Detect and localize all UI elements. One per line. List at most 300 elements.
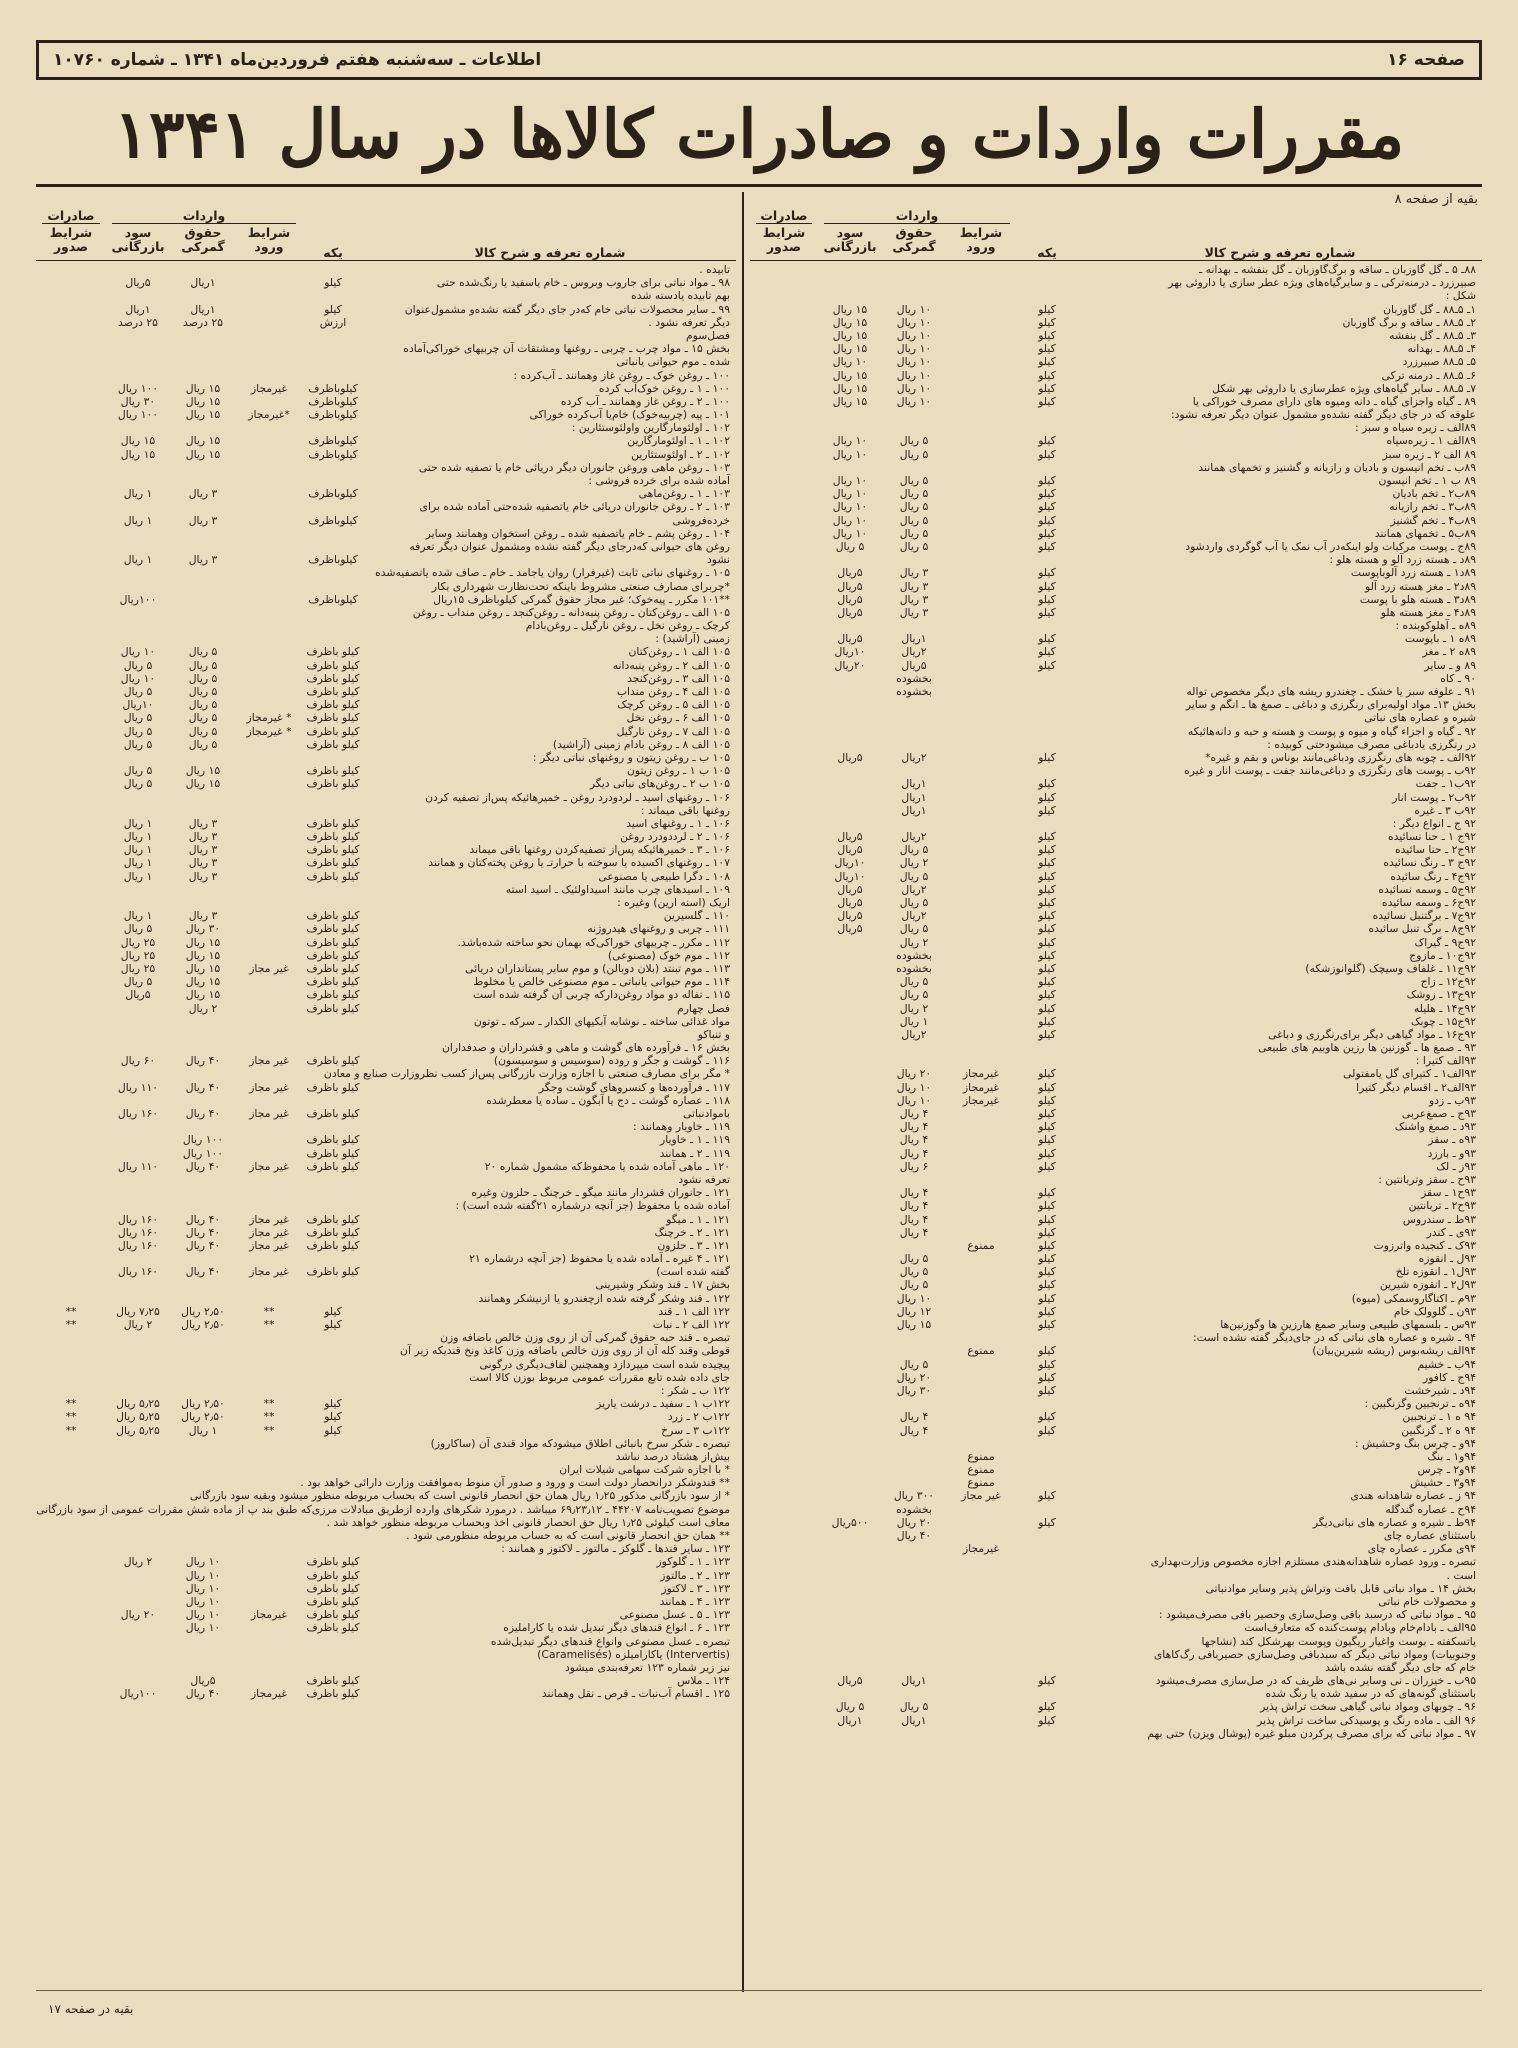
item-description: و تنباکو — [697, 1027, 730, 1041]
item-unit — [302, 1661, 364, 1674]
item-description: ۱۲۲ب ۳ ـ سرخ — [661, 1423, 730, 1437]
item-customs-duty: ۱۰ ریال — [896, 1080, 932, 1094]
item-commercial-profit — [818, 289, 882, 302]
table-row — [36, 1305, 736, 1318]
item-description: تبصره ـ عسل مصنوعی وانواع قندهای دیگر تبدیل‌شده — [490, 1634, 730, 1648]
table-row — [36, 1661, 736, 1674]
item-customs-duty — [170, 1489, 236, 1502]
item-export-condition: ** — [65, 1410, 77, 1424]
item-customs-duty — [882, 1173, 946, 1186]
item-description: ۱۲۰ ـ ماهی آماده شده یا محفوظ‌که مشمول شماره ۲۰ — [484, 1159, 730, 1173]
item-commercial-profit — [818, 949, 882, 962]
item-export-condition — [750, 698, 818, 711]
item-unit: کیلوباظرف — [308, 434, 358, 448]
table-row — [36, 1318, 736, 1331]
item-unit — [1016, 1542, 1078, 1555]
item-unit — [1016, 1621, 1078, 1634]
table-row — [750, 685, 1482, 698]
table-row — [750, 975, 1482, 988]
item-description: ۹۳ه ـ سقز — [1428, 1133, 1476, 1147]
item-commercial-profit: ۱۶۰ ریال — [117, 1107, 159, 1120]
item-export-condition — [36, 500, 106, 513]
item-entry-condition — [236, 1252, 302, 1265]
item-commercial-profit: ۵ ریال — [835, 539, 865, 553]
item-entry-condition — [946, 1213, 1016, 1226]
item-commercial-profit — [818, 1555, 882, 1568]
item-export-condition: ** — [65, 1318, 77, 1331]
item-customs-duty — [170, 1199, 236, 1212]
item-export-condition — [750, 1173, 818, 1186]
item-description: ۹۳ن ـ گلوولک خام — [1393, 1304, 1476, 1318]
item-unit: کیلو باظرف — [306, 685, 360, 698]
table-row — [36, 1529, 736, 1542]
item-description: تعرفه نشود — [678, 1172, 730, 1186]
table-row — [750, 1344, 1482, 1357]
item-export-condition — [750, 1371, 818, 1384]
item-unit — [1016, 725, 1078, 738]
item-entry-condition — [236, 1476, 302, 1489]
item-customs-duty: ۵ ریال — [899, 474, 929, 487]
item-description: ۱۲۵ ـ اقسام آب‌نبات ـ قرص ـ نقل وهمانند — [541, 1687, 730, 1701]
item-unit: کیلو باظرف — [306, 1608, 360, 1622]
item-unit — [302, 1648, 364, 1661]
item-commercial-profit: ۱۵ ریال — [832, 381, 868, 395]
table-row — [36, 421, 736, 434]
item-customs-duty: بخشوده — [896, 961, 932, 975]
item-export-condition — [36, 303, 106, 316]
table-row — [36, 434, 736, 447]
table-row — [750, 1489, 1482, 1502]
item-entry-condition: غیر مجاز — [249, 1238, 289, 1252]
item-unit: کیلو — [1038, 1107, 1056, 1120]
item-entry-condition — [236, 1041, 302, 1054]
item-entry-condition — [236, 1186, 302, 1199]
item-commercial-profit — [818, 1173, 882, 1186]
item-description: ۱۰۵ الف ۵ ـ روغن کرچک — [617, 698, 730, 712]
item-export-condition — [36, 1687, 106, 1700]
item-description: بخش ۱۷ ـ قند وشکر وشیرینی — [595, 1278, 730, 1292]
item-unit: کیلو باظرف — [306, 1001, 360, 1015]
table-row — [750, 1595, 1482, 1608]
item-export-condition — [36, 329, 106, 342]
item-description: ۹۲ب۱ ـ جفت — [1415, 777, 1476, 791]
item-unit: کیلو — [1038, 605, 1056, 619]
item-commercial-profit — [818, 1094, 882, 1107]
table-row — [36, 1476, 736, 1489]
item-description: بیش‌از هشتاد درصد نباشد — [615, 1449, 730, 1463]
item-export-condition — [36, 382, 106, 395]
item-entry-condition — [236, 1015, 302, 1028]
item-export-condition — [750, 527, 818, 540]
table-row — [750, 1437, 1482, 1450]
item-unit — [302, 632, 364, 645]
item-unit: کیلو — [1038, 1278, 1056, 1292]
item-commercial-profit: ۱۵ ریال — [832, 302, 868, 316]
item-commercial-profit — [818, 1252, 882, 1265]
item-commercial-profit — [818, 1186, 882, 1199]
table-row — [36, 1226, 736, 1239]
item-entry-condition: غیر مجاز — [249, 1225, 289, 1239]
item-customs-duty: ۲ ریال — [188, 1001, 218, 1015]
item-export-condition — [36, 355, 106, 368]
item-commercial-profit: ۱۰ ریال — [120, 645, 156, 659]
table-row — [750, 1529, 1482, 1542]
table-row — [36, 1397, 736, 1410]
item-entry-condition — [946, 1595, 1016, 1608]
table-row — [36, 303, 736, 316]
item-unit — [302, 1278, 364, 1291]
item-description: ۹۴ ه ۲ ـ گزنگبین — [1401, 1423, 1476, 1437]
item-commercial-profit — [106, 1450, 170, 1463]
item-unit: کیلو — [324, 1410, 342, 1424]
item-unit: کیلو — [1038, 487, 1056, 501]
item-entry-condition — [236, 1384, 302, 1397]
item-customs-duty: ۵ ریال — [899, 1265, 929, 1279]
item-description: و محصولات خام نباتی — [1378, 1594, 1476, 1608]
table-row — [750, 856, 1482, 869]
item-commercial-profit: ۵ریال — [125, 988, 151, 1002]
item-customs-duty — [882, 1450, 946, 1463]
table-row — [36, 1133, 736, 1146]
item-description: ۱ـ ۵ـ۸۸ ـ گل گاوزبان — [1383, 302, 1476, 316]
item-description: ۹۰ ـ کاه — [1440, 671, 1476, 685]
item-customs-duty — [170, 1067, 236, 1080]
item-entry-condition — [236, 1002, 302, 1015]
item-export-condition — [750, 382, 818, 395]
col-header-description: شماره تعرفه و شرح کالا — [1204, 245, 1356, 260]
item-unit — [302, 342, 364, 355]
item-description: ۹۳الف۱ ـ کتیرای گل یامفتولی — [1343, 1067, 1476, 1081]
item-unit: کیلو — [1038, 1225, 1056, 1239]
item-entry-condition — [236, 1450, 302, 1463]
item-entry-condition — [236, 1674, 302, 1687]
item-commercial-profit — [106, 1437, 170, 1450]
item-entry-condition — [236, 1067, 302, 1080]
item-description: ۵ـ ۵ـ۸۸ صبیرزرد — [1402, 355, 1476, 369]
item-export-condition — [750, 870, 818, 883]
item-entry-condition — [236, 1503, 302, 1516]
item-description: کرچک ـ روغن نخل ـ روغن نارگیل ـ روغن‌بادام — [525, 619, 730, 633]
table-row — [36, 289, 736, 302]
item-description: ۹۴ح ـ عصاره گندگله — [1385, 1502, 1476, 1516]
item-export-condition — [36, 672, 106, 685]
item-description: بهم تابیده یادسته شده — [631, 289, 730, 303]
item-customs-duty — [882, 1331, 946, 1344]
item-customs-duty — [170, 1542, 236, 1555]
table-row — [750, 434, 1482, 447]
item-commercial-profit: ۲۵ درصد — [118, 315, 158, 329]
item-unit — [302, 1450, 364, 1463]
item-entry-condition — [946, 870, 1016, 883]
item-entry-condition — [946, 843, 1016, 856]
item-unit: کیلو — [1038, 856, 1056, 870]
item-entry-condition — [946, 856, 1016, 869]
item-entry-condition — [946, 1120, 1016, 1133]
item-customs-duty — [170, 883, 236, 896]
item-description: ۱۰۳ ـ روغن ماهی وروغن جانوران دیگر دریائی خام یا تصفیه شده حتی — [418, 460, 730, 474]
item-description: ۱۱۰ ـ گلسیرین — [663, 909, 730, 923]
item-customs-duty: ۵ ریال — [899, 1278, 929, 1292]
item-entry-condition — [946, 1384, 1016, 1397]
item-unit: کیلو — [1038, 1344, 1056, 1358]
item-commercial-profit: ۱۰ ریال — [832, 513, 868, 527]
item-customs-duty — [170, 566, 236, 579]
item-commercial-profit — [106, 1516, 170, 1529]
item-description: است . — [1446, 1568, 1476, 1582]
table-row — [750, 1516, 1482, 1529]
item-customs-duty — [170, 1503, 236, 1516]
item-description: بخش ۱۳ـ مواد اولیه‌برای رنگرزی و دباغی ـ صمغ ها ـ انگم و سایر — [1185, 698, 1476, 712]
item-unit: کیلو — [324, 276, 342, 290]
item-commercial-profit: ۱۵ ریال — [120, 447, 156, 461]
item-description: ۹۵ ـ مواد نباتی که درسبد بافی وصل‌سازی وحصیر بافی مصرف‌میشود : — [1158, 1608, 1476, 1622]
item-customs-duty: ۵ ریال — [899, 1357, 929, 1371]
item-entry-condition — [946, 883, 1016, 896]
item-export-condition — [36, 1067, 106, 1080]
item-customs-duty: ۱ریال — [190, 276, 216, 290]
item-commercial-profit — [818, 1133, 882, 1146]
item-export-condition — [750, 1450, 818, 1463]
item-customs-duty — [882, 1054, 946, 1067]
item-customs-duty — [170, 329, 236, 342]
item-commercial-profit: ۵ ریال — [123, 975, 153, 989]
item-entry-condition — [946, 791, 1016, 804]
item-unit: کیلو — [1038, 1410, 1056, 1424]
item-description: ۱۰۲ ـ ۲ ـ اولئوستئارین — [631, 447, 730, 461]
item-description: ۱۱۵ ـ تفاله دو مواد روغن‌دارکه چربی آن گرفته شده است — [472, 988, 730, 1002]
item-export-condition — [36, 1542, 106, 1555]
item-unit — [302, 421, 364, 434]
item-commercial-profit — [106, 1371, 170, 1384]
item-customs-duty — [170, 1463, 236, 1476]
item-commercial-profit — [106, 1635, 170, 1648]
item-customs-duty — [170, 540, 236, 553]
item-unit: کیلوباظرف — [308, 447, 358, 461]
item-commercial-profit: ۱ ریال — [123, 909, 153, 923]
item-commercial-profit — [818, 1160, 882, 1173]
item-export-condition — [36, 1292, 106, 1305]
item-description: ۱۲۲ الف ۱ ـ قند — [658, 1304, 730, 1318]
item-description: ۹۲ج۶ ـ وسمه سائیده — [1381, 896, 1476, 909]
item-export-condition — [750, 1054, 818, 1067]
item-description: ۸۹ب۴ ـ تخم گشنیز — [1390, 513, 1476, 527]
item-entry-condition — [236, 843, 302, 856]
item-customs-duty: ۱۵ ریال — [185, 961, 221, 975]
item-entry-condition — [236, 659, 302, 672]
item-export-condition — [750, 1516, 818, 1529]
item-customs-duty: ۵ ریال — [188, 698, 218, 712]
item-customs-duty — [170, 1648, 236, 1661]
table-row — [750, 896, 1482, 909]
item-entry-condition — [236, 487, 302, 500]
item-commercial-profit — [818, 1582, 882, 1595]
item-entry-condition — [236, 593, 302, 606]
item-export-condition — [36, 751, 106, 764]
item-export-condition — [750, 329, 818, 342]
item-commercial-profit: ۵۰۰ریال — [831, 1515, 869, 1529]
item-description: ۹۷ ـ مواد نباتی که برای مصرف پرکردن مبلو غیره (پوشال ویزن) حتی بهم — [1147, 1726, 1476, 1740]
item-description: ۱۲۲ ـ قند وشکر گرفته شده ازچغندرو یا ازنیشکر وهمانند — [478, 1291, 730, 1305]
table-row — [36, 1067, 736, 1080]
item-entry-condition — [236, 645, 302, 658]
item-entry-condition — [946, 1727, 1016, 1740]
table-row — [750, 1397, 1482, 1410]
item-description: ۹۳ل۱ ـ انقوزه تلخ — [1395, 1265, 1476, 1279]
item-commercial-profit — [818, 777, 882, 790]
table-row — [750, 1450, 1482, 1463]
item-unit: کیلو — [1038, 988, 1056, 1002]
item-unit: کیلوباظرف — [308, 513, 358, 527]
item-export-condition — [750, 540, 818, 553]
table-row — [750, 1569, 1482, 1582]
item-export-condition — [750, 514, 818, 527]
item-entry-condition — [946, 1054, 1016, 1067]
item-entry-condition — [236, 342, 302, 355]
item-export-condition — [750, 1186, 818, 1199]
item-export-condition — [750, 276, 818, 289]
item-unit: کیلو — [1038, 1291, 1056, 1305]
item-export-condition — [36, 1028, 106, 1041]
item-commercial-profit — [818, 1265, 882, 1278]
item-description: ۱۰۹ ـ اسیدهای چرب مانند اسیداولئیک ـ اسید استه — [505, 882, 730, 896]
item-description: (Intervertis) یاکارامیلزه (Caramelisés) — [537, 1647, 730, 1661]
item-export-condition — [750, 1714, 818, 1727]
item-customs-duty — [170, 1384, 236, 1397]
item-export-condition — [750, 1002, 818, 1015]
item-export-condition — [36, 1015, 106, 1028]
table-row — [36, 672, 736, 685]
table-row — [36, 962, 736, 975]
item-customs-duty: ۴ ریال — [899, 1199, 929, 1213]
item-description: ۹۴ ه ۱ ـ ترنجبین — [1402, 1410, 1476, 1424]
item-customs-duty: ۱۰ ریال — [185, 1581, 221, 1595]
item-commercial-profit: ۲۵ ریال — [120, 961, 156, 975]
item-export-condition — [750, 461, 818, 474]
item-export-condition — [36, 1437, 106, 1450]
item-customs-duty — [882, 725, 946, 738]
item-customs-duty: ۱۰ ریال — [896, 394, 932, 408]
item-description: ۹۶ ـ چوبهای ومواد نباتی گیاهی سخت تراش پذیر — [1260, 1700, 1476, 1714]
item-export-condition — [750, 263, 818, 276]
table-row — [750, 1173, 1482, 1186]
item-unit — [1016, 619, 1078, 632]
item-unit: کیلو — [1038, 1001, 1056, 1015]
item-customs-duty — [170, 461, 236, 474]
item-customs-duty — [882, 619, 946, 632]
item-entry-condition — [946, 1516, 1016, 1529]
table-row — [36, 830, 736, 843]
item-unit: ارزش — [319, 315, 347, 329]
item-unit: کیلو — [1038, 645, 1056, 659]
item-commercial-profit — [106, 355, 170, 368]
item-description: ۱۱۹ ـ ۱ ـ خاویار — [660, 1133, 730, 1147]
item-entry-condition — [946, 659, 1016, 672]
item-commercial-profit — [818, 408, 882, 421]
item-entry-condition: ** — [263, 1304, 275, 1318]
table-row — [36, 1621, 736, 1634]
item-description: ۱۱۹ ـ ۲ ـ همانند — [659, 1146, 730, 1160]
table-row — [36, 514, 736, 527]
item-customs-duty — [170, 342, 236, 355]
item-unit — [1016, 408, 1078, 421]
item-description: قوطی وقند کله آن از روی وزن خالص باضافه وزن کاغذ ونخ قندیکه زیر آن — [400, 1344, 730, 1358]
item-entry-condition — [946, 817, 1016, 830]
item-unit — [1016, 1331, 1078, 1344]
item-entry-condition — [236, 1463, 302, 1476]
item-commercial-profit — [818, 1635, 882, 1648]
item-export-condition — [750, 1094, 818, 1107]
item-commercial-profit — [106, 1292, 170, 1305]
item-entry-condition — [236, 738, 302, 751]
item-description: ۱۰۵ الف ۶ ـ روغن نخل — [626, 711, 730, 725]
table-row — [750, 329, 1482, 342]
item-customs-duty: ۱ریال — [901, 1674, 927, 1688]
item-description: ۱۲۱ ـ ۳ ـ حلزون — [657, 1238, 730, 1252]
table-row — [750, 988, 1482, 1001]
item-export-condition — [750, 1265, 818, 1278]
table-row — [36, 342, 736, 355]
item-customs-duty: ۱۰ ریال — [896, 368, 932, 382]
item-customs-duty: ۱۰ ریال — [185, 1594, 221, 1608]
item-customs-duty: ۵ ریال — [899, 500, 929, 514]
item-export-condition — [750, 342, 818, 355]
table-row — [36, 870, 736, 883]
item-commercial-profit — [106, 540, 170, 553]
item-description: ۱۰۵ الف ـ روغن‌کتان ـ روغن پنبه‌دانه ـ روغن‌کنجد ـ روغن منداب ـ روغن — [412, 605, 730, 619]
item-commercial-profit: ۱۰ ریال — [832, 487, 868, 501]
item-customs-duty: ۳ ریال — [188, 843, 218, 857]
item-export-condition — [36, 1239, 106, 1252]
item-commercial-profit — [106, 421, 170, 434]
item-customs-duty: ۴۰ ریال — [185, 1225, 221, 1239]
item-export-condition — [36, 1265, 106, 1278]
item-customs-duty: بخشوده — [896, 671, 932, 685]
item-unit: کیلو باظرف — [306, 1581, 360, 1595]
table-row — [750, 316, 1482, 329]
table-row — [750, 1160, 1482, 1173]
item-commercial-profit: ۵ریال — [837, 843, 863, 857]
item-customs-duty: ۴ ریال — [899, 1212, 929, 1226]
item-unit: کیلو — [1038, 1700, 1056, 1714]
item-entry-condition — [236, 448, 302, 461]
item-export-condition — [750, 1569, 818, 1582]
item-entry-condition — [236, 870, 302, 883]
item-export-condition — [750, 1120, 818, 1133]
table-row — [750, 1700, 1482, 1713]
item-export-condition — [750, 685, 818, 698]
item-unit: کیلو باظرف — [306, 1225, 360, 1239]
table-row — [750, 1133, 1482, 1146]
item-commercial-profit — [818, 1503, 882, 1516]
item-unit: کیلو — [324, 302, 342, 316]
item-entry-condition: ممنوع — [967, 1344, 995, 1358]
item-export-condition — [36, 764, 106, 777]
item-customs-duty: ۳ ریال — [188, 816, 218, 830]
item-description: ۱۰۵ ب ۱ ـ روغن زیتون — [627, 764, 730, 778]
item-unit: کیلو باظرف — [306, 1621, 360, 1635]
item-customs-duty — [882, 1621, 946, 1634]
item-customs-duty — [170, 355, 236, 368]
item-customs-duty: ۵ ریال — [899, 896, 929, 909]
table-row — [750, 1358, 1482, 1371]
item-entry-condition: غیر مجاز — [249, 961, 289, 975]
item-export-condition — [36, 725, 106, 738]
item-export-condition — [36, 1621, 106, 1634]
item-entry-condition — [236, 276, 302, 289]
item-customs-duty: ۵ ریال — [188, 685, 218, 698]
item-customs-duty: ۵ ریال — [899, 975, 929, 989]
item-entry-condition — [946, 316, 1016, 329]
